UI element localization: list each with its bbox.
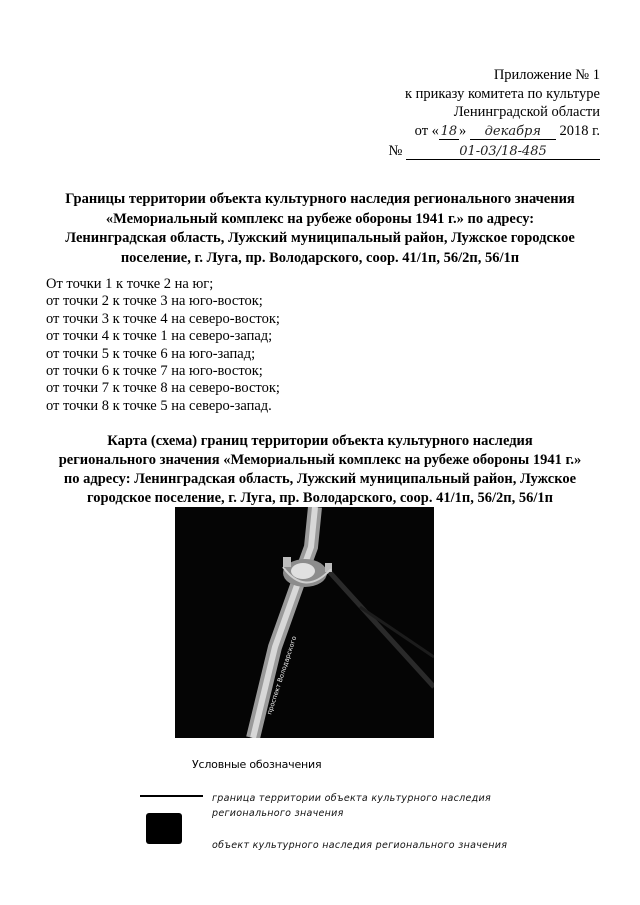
appendix-line-1: Приложение № 1	[493, 67, 600, 83]
boundary-line-symbol	[140, 795, 203, 797]
direction-item: от точки 8 к точке 5 на северо-запад.	[46, 397, 272, 414]
appendix-line-3: Ленинградской области	[453, 104, 600, 120]
legend-boundary-text	[212, 791, 491, 821]
direction-item: от точки 7 к точке 8 на северо-восток;	[46, 380, 280, 397]
map-title-line-1: Карта (схема) границ территории объекта культурного наследия	[107, 433, 533, 449]
date-day: 18	[440, 123, 458, 139]
appendix-header	[389, 66, 600, 161]
legend-title: Условные обозначения	[192, 758, 322, 771]
map-title-line-3: по адресу: Ленинградская область, Лужский муниципальный район, Лужское	[63, 471, 577, 487]
document-title	[40, 190, 600, 268]
title-line-1: Границы территории объекта культурного наследия регионального значения	[65, 191, 575, 207]
satellite-map	[175, 507, 434, 738]
legend-boundary-line-1: граница территории объекта культурного наследия	[212, 793, 492, 804]
street-label: проспект Володарского	[265, 635, 299, 716]
appendix-line-2: к приказу комитета по культуре	[404, 85, 600, 102]
direction-item: от точки 5 к точке 6 на юго-запад;	[46, 345, 256, 362]
direction-item: От точки 1 к точке 2 на юг;	[46, 276, 214, 292]
direction-item: от точки 4 к точке 1 на северо-запад;	[46, 328, 273, 345]
direction-item: от точки 3 к точке 4 на северо-восток;	[46, 310, 280, 327]
date-month: декабря	[470, 125, 556, 140]
order-date	[389, 122, 600, 141]
legend-object-text: объект культурного наследия регионального значения	[212, 840, 508, 851]
date-year: 2018 г.	[559, 122, 600, 139]
title-line-3: Ленинградская область, Лужский муниципальный район, Лужское городское	[65, 230, 575, 246]
map-title	[40, 432, 600, 508]
order-number	[389, 142, 600, 161]
map-title-line-4: городское поселение, г. Луга, пр. Володарского, соор. 41/1п, 56/2п, 56/1п	[87, 490, 553, 506]
date-mid: »	[458, 122, 467, 139]
direction-item: от точки 2 к точке 3 на юго-восток;	[46, 293, 263, 310]
map-image	[175, 507, 434, 738]
legend-boundary-line-2: регионального значения	[212, 808, 344, 819]
direction-item: от точки 6 к точке 7 на юго-восток;	[46, 363, 263, 380]
title-line-4: поселение, г. Луга, пр. Володарского, соор. 41/1п, 56/2п, 56/1п	[120, 249, 520, 266]
map-title-line-2: регионального значения «Мемориальный комплекс на рубеже обороны 1941 г.»	[58, 452, 582, 468]
number-prefix: №	[388, 143, 403, 159]
date-prefix: от «	[414, 122, 439, 139]
number-value: 01-03/18-485	[406, 145, 600, 160]
title-line-2: «Мемориальный комплекс на рубеже обороны 1941 г.» по адресу:	[105, 210, 535, 227]
boundary-directions	[46, 276, 280, 415]
heritage-object-symbol	[146, 813, 182, 844]
